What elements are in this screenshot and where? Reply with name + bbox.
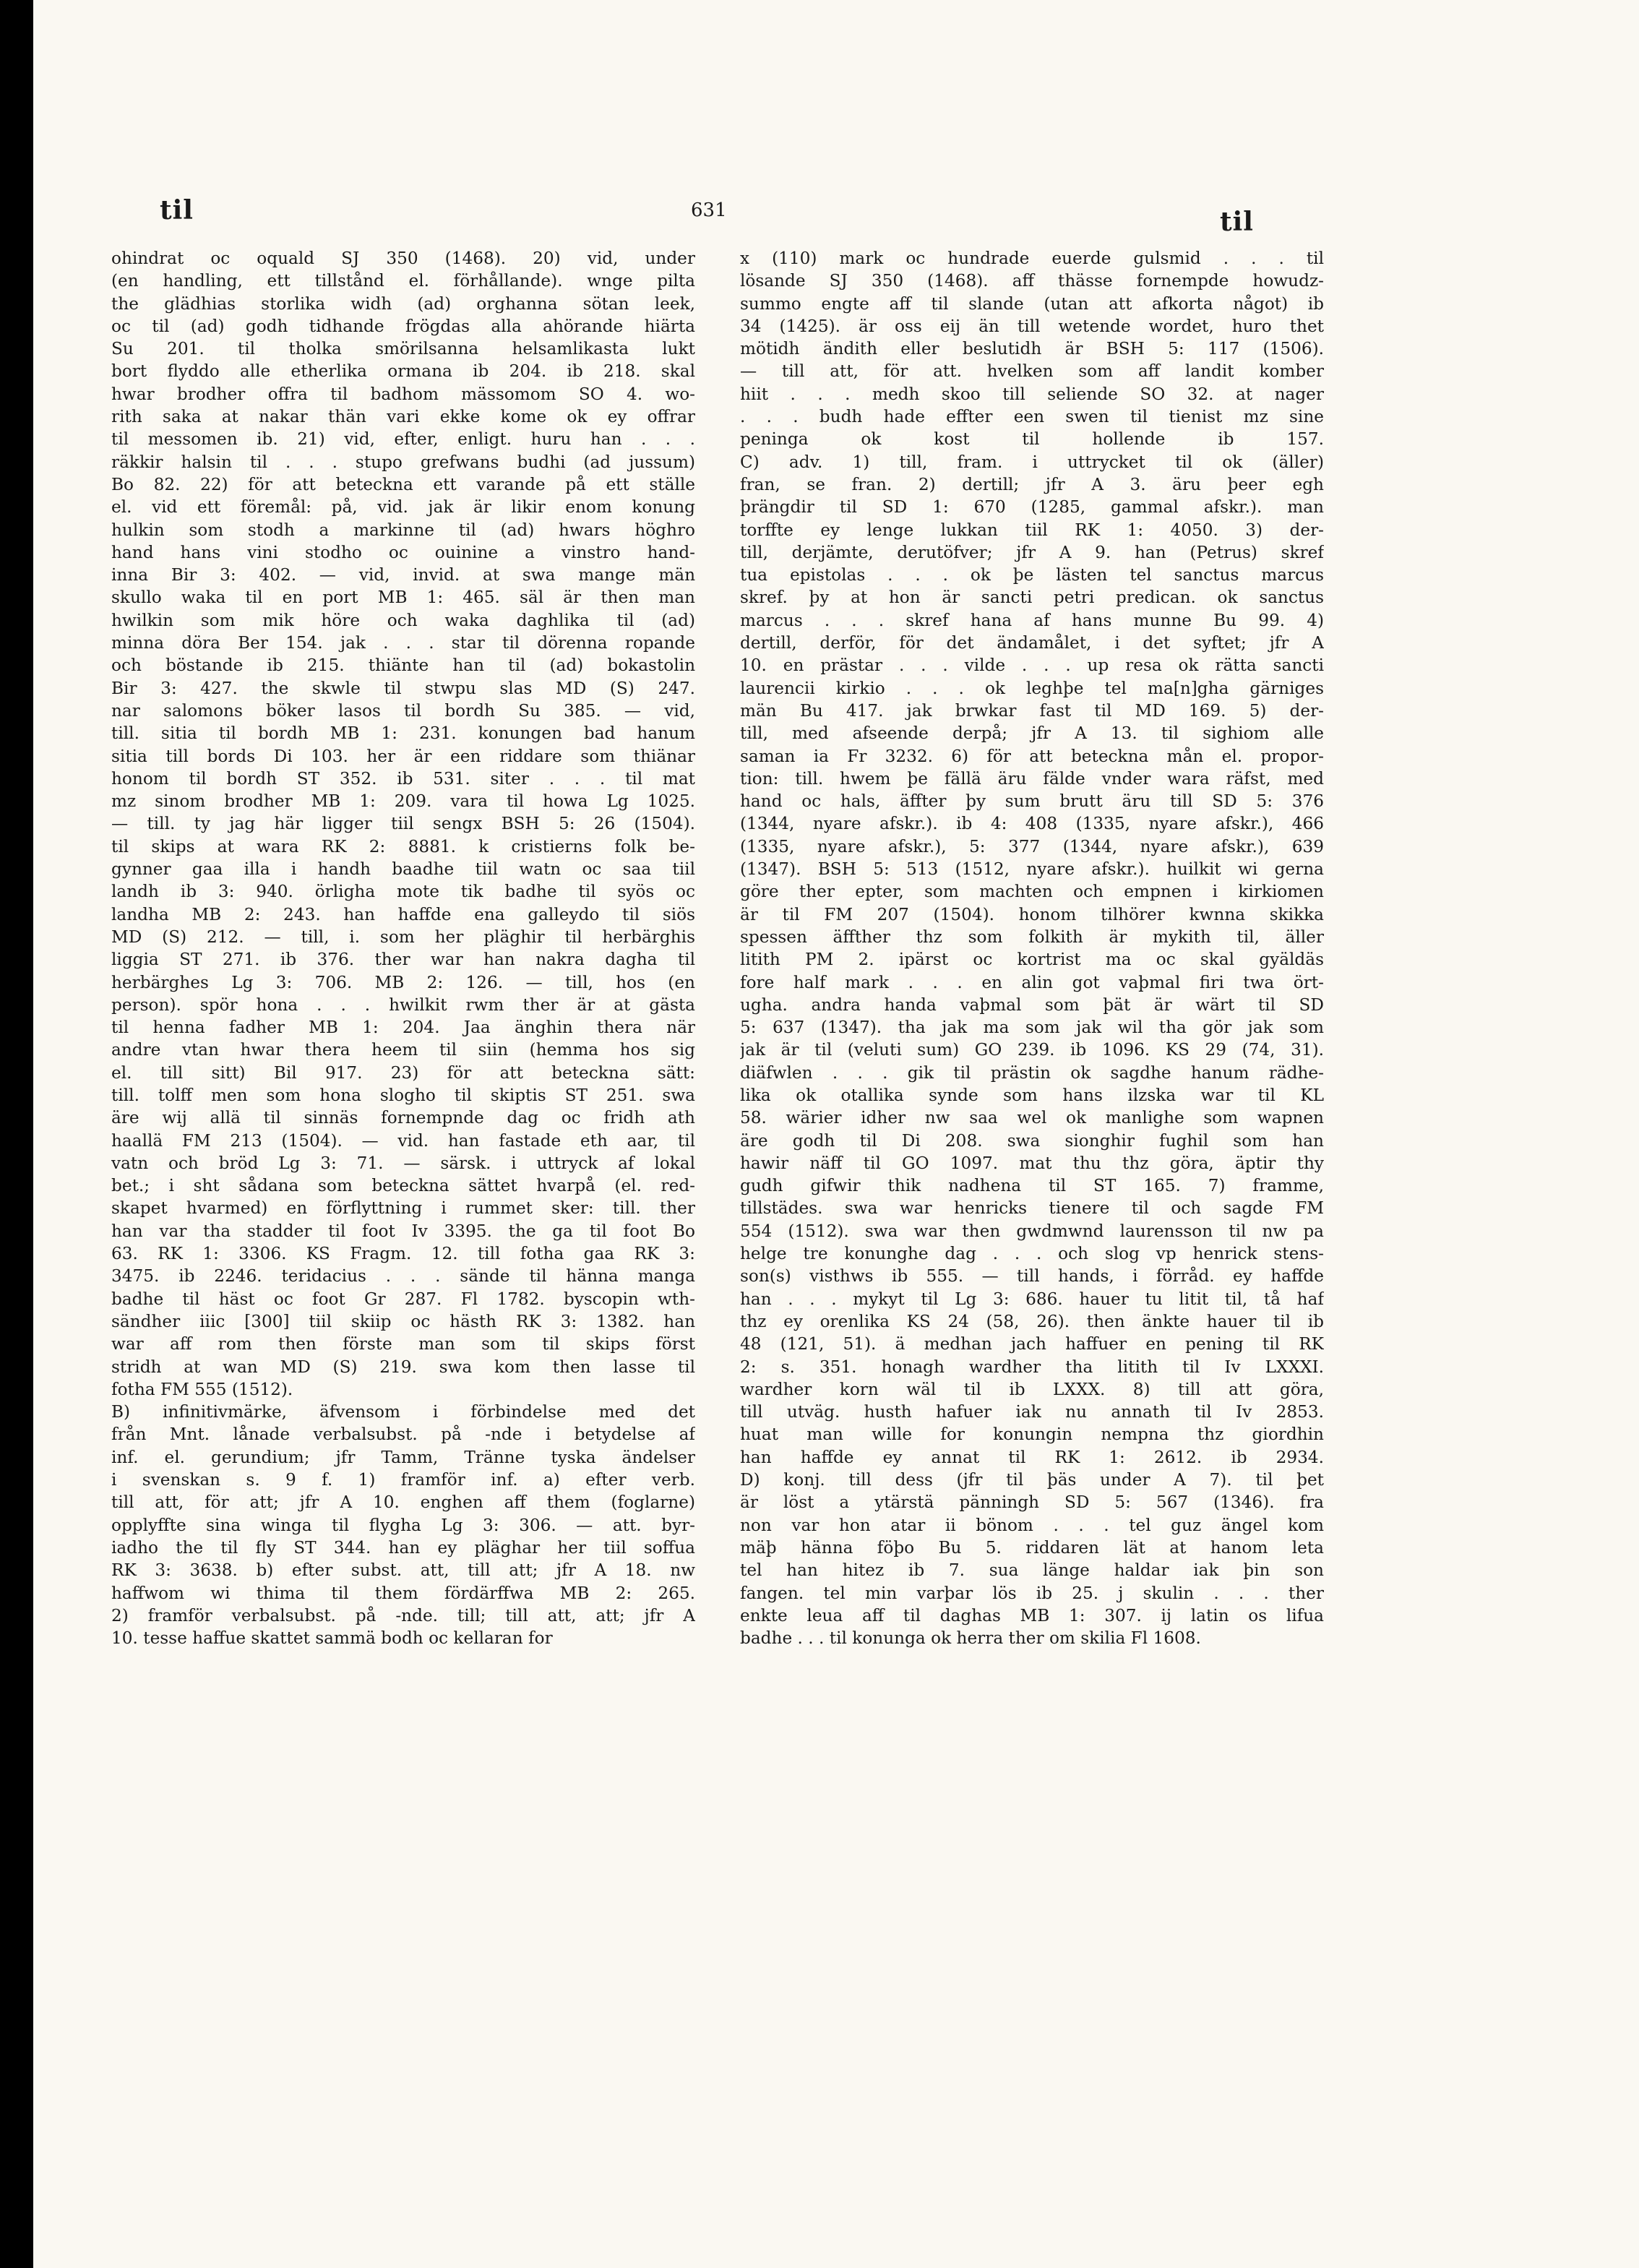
text-line: till. tolff men som hona slogho til skiptis ST 251. swa [111,1085,695,1105]
text-line: mötidh ändith eller beslutidh är BSH 5: 117 (1506). [740,339,1324,359]
text-line: C) adv. 1) till, fram. i uttrycket til ok (äller) [740,452,1324,472]
text-line: the glädhias storlika widh (ad) orghanna sötan leek, [111,293,695,314]
text-line: göre ther epter, som machten och empnen i kirkiomen [740,882,1324,902]
text-line: Bo 82. 22) för att beteckna ett varande på ett ställe [111,474,695,494]
text-line: tillstädes. swa war henricks tienere til och sagde FM [740,1198,1324,1219]
text-line: non var hon atar ii bönom . . . tel guz ängel kom [740,1515,1324,1535]
text-line: war aff rom then förste man som til skips först [111,1334,695,1354]
text-line: jak är til (veluti sum) GO 239. ib 1096. KS 29 (74, 31). [740,1040,1324,1060]
text-line: fran, se fran. 2) dertill; jfr A 3. äru þeer egh [740,474,1324,494]
text-line: 48 (121, 51). ä medhan jach haffuer en pening til RK [740,1334,1324,1354]
text-line: (en handling, ett tillstånd el. förhållande). wnge pilta [111,271,695,291]
text-line: ohindrat oc oquald SJ 350 (1468). 20) vid, under [111,249,695,268]
text-line: iadho the til fly ST 344. han ey pläghar her tiil soffua [111,1537,695,1558]
text-line: badhe . . . til konunga ok herra ther om skilia Fl 1608. [740,1628,1201,1649]
text-line: män Bu 417. jak brwkar fast til MD 169. 5) der- [740,700,1324,721]
text-line: tion: till. hwem þe fällä äru fälde vnder wara räfst, med [740,768,1324,789]
text-line: hiit . . . medh skoo till seliende SO 32. at nager [740,384,1324,404]
text-line: 10. tesse haffue skattet sammä bodh oc kellaran for [111,1628,553,1649]
text-line: wardher korn wäl til ib LXXX. 8) till att göra, [740,1379,1324,1399]
text-line: bet.; i sht sådana som beteckna sättet hvarpå (el. red- [111,1176,695,1196]
text-line: torffte ey lenge lukkan tiil RK 1: 4050. 3) der- [740,520,1324,540]
text-line: herbärghes Lg 3: 706. MB 2: 126. — till, hos (en [111,972,695,992]
text-line: el. vid ett föremål: på, vid. jak är likir enom konung [111,497,695,517]
text-line: mäþ hänna föþo Bu 5. riddaren lät at hanom leta [740,1537,1324,1558]
text-line: rith saka at nakar thän vari ekke kome ok ey offrar [111,407,695,427]
text-line: och böstande ib 215. thiänte han til (ad) bokastolin [111,656,695,676]
text-line: landha MB 2: 243. han haffde ena galleydo til siös [111,904,695,924]
text-line: från Mnt. lånade verbalsubst. på -nde i betydelse af [111,1425,695,1445]
left-column [111,247,695,1649]
text-line: summo engte aff til slande (utan att afkorta något) ib [740,293,1324,314]
text-line: opplyffte sina winga til flygha Lg 3: 306. — att. byr- [111,1515,695,1535]
text-line: nar salomons böker lasos til bordh Su 385. — vid, [111,700,695,721]
text-line: 58. wärier idher nw saa wel ok manlighe som wapnen [740,1108,1324,1128]
text-line: inf. el. gerundium; jfr Tamm, Tränne tyska ändelser [111,1447,695,1467]
text-line: till utväg. husth hafuer iak nu annath til Iv 2853. [740,1402,1324,1422]
text-line: landh ib 3: 940. örligha mote tik badhe til syös oc [111,882,695,902]
text-line: person). spör hona . . . hwilkit rwm ther är at gästa [111,995,695,1015]
text-line: 2: s. 351. honagh wardher tha litith til Iv LXXXI. [740,1357,1324,1377]
text-line: lika ok otallika synde som hans ilzska war til KL [740,1085,1324,1105]
text-line: laurencii kirkio . . . ok leghþe tel ma[n]gha gärniges [740,678,1324,698]
text-line: bort flyddo alle etherlika ormana ib 204. ib 218. skal [111,361,695,382]
text-line: hulkin som stodh a markinne til (ad) hwars höghro [111,520,695,540]
text-line: skapet hvarmed) en förflyttning i rummet sker: till. ther [111,1198,695,1219]
text-line: peninga ok kost til hollende ib 157. [740,429,1324,450]
text-line: haallä FM 213 (1504). — vid. han fastade eth aar, til [111,1130,695,1151]
text-line: diäfwlen . . . gik til prästin ok sagdhe hanum rädhe- [740,1062,1324,1083]
dictionary-page [33,0,1639,2268]
text-line: till. sitia til bordh MB 1: 231. konungen bad hanum [111,723,695,744]
text-line: honom til bordh ST 352. ib 531. siter . . . til mat [111,768,695,789]
text-line: Bir 3: 427. the skwle til stwpu slas MD (S) 247. [111,678,695,698]
text-line: hwilkin som mik höre och waka daghlika til (ad) [111,610,695,630]
text-line: inna Bir 3: 402. — vid, invid. at swa mange män [111,565,695,585]
text-line: D) konj. till dess (jfr til þäs under A 7). til þet [740,1470,1324,1490]
text-line: liggia ST 271. ib 376. ther war han nakra dagha til [111,950,695,970]
text-line: i svenskan s. 9 f. 1) framför inf. a) efter verb. [111,1470,695,1490]
text-line: fotha FM 555 (1512). [111,1379,293,1399]
text-line: sändher iiic [300] tiil skiip oc hästh RK 3: 1382. han [111,1311,695,1331]
text-line: RK 3: 3638. b) efter subst. att, till att; jfr A 18. nw [111,1560,695,1581]
text-line: vatn och bröd Lg 3: 71. — särsk. i uttryck af lokal [111,1153,695,1173]
text-line: räkkir halsin til . . . stupo grefwans budhi (ad jussum) [111,452,695,472]
text-line: (1344, nyare afskr.). ib 4: 408 (1335, nyare afskr.), 466 [740,814,1324,834]
text-line: thz ey orenlika KS 24 (58, 26). then änkte hauer til ib [740,1311,1324,1331]
text-line: 554 (1512). swa war then gwdmwnd laurensson til nw pa [740,1221,1324,1241]
text-line: 2) framför verbalsubst. på -nde. till; till att, att; jfr A [111,1605,695,1625]
text-line: ugha. andra handa vaþmal som þät är wärt til SD [740,995,1324,1015]
text-line: han var tha stadder til foot Iv 3395. the ga til foot Bo [111,1221,695,1241]
text-line: þrängdir til SD 1: 670 (1285, gammal afskr.). man [740,497,1324,517]
text-line: tel han hitez ib 7. sua länge haldar iak þin son [740,1560,1324,1581]
page-number: 631 [691,199,727,221]
text-line: — till att, för att. hvelken som aff landit komber [740,361,1324,382]
text-line: fore half mark . . . en alin got vaþmal firi twa ört- [740,972,1324,992]
text-line: . . . budh hade effter een swen til tienist mz sine [740,407,1324,427]
text-line: fangen. tel min varþar lös ib 25. j skulin . . . ther [740,1583,1324,1603]
text-line: är löst a ytärstä pänningh SD 5: 567 (1346). fra [740,1492,1324,1513]
text-line: Su 201. til tholka smörilsanna helsamlikasta lukt [111,339,695,359]
text-line: til skips at wara RK 2: 8881. k cristierns folk be- [111,836,695,856]
text-line: son(s) visthws ib 555. — till hands, i förråd. ey haffde [740,1266,1324,1287]
text-line: hawir näff til GO 1097. mat thu thz göra, äptir thy [740,1153,1324,1173]
text-line: MD (S) 212. — till, i. som her pläghir til herbärghis [111,927,695,947]
text-line: enkte leua aff til daghas MB 1: 307. ij latin os lifua [740,1605,1324,1625]
text-line: till, med afseende derpå; jfr A 13. til sighiom alle [740,723,1324,744]
text-line: helge tre konunghe dag . . . och slog vp henrick stens- [740,1244,1324,1264]
text-line: hand hans vini stodho oc ouinine a vinstro hand- [111,542,695,562]
text-line: marcus . . . skref hana af hans munne Bu 99. 4) [740,610,1324,630]
text-line: saman ia Fr 3232. 6) för att beteckna mån el. propor- [740,746,1324,766]
text-line: til messomen ib. 21) vid, efter, enligt. huru han . . . [111,429,695,450]
text-line: spessen äffther thz som folkith är mykith til, äller [740,927,1324,947]
text-line: 5: 637 (1347). tha jak ma som jak wil tha gör jak som [740,1018,1324,1038]
text-line: skullo waka til en port MB 1: 465. säl är then man [111,588,695,608]
text-line: andre vtan hwar thera heem til siin (hemma hos sig [111,1040,695,1060]
text-line: gudh gifwir thik nadhena til ST 165. 7) framme, [740,1176,1324,1196]
text-line: badhe til häst oc foot Gr 287. Fl 1782. byscopin wth- [111,1289,695,1309]
text-line: äre wij allä til sinnäs fornempnde dag oc fridh ath [111,1108,695,1128]
right-column [740,247,1324,1649]
text-line: stridh at wan MD (S) 219. swa kom then lasse til [111,1357,695,1377]
text-line: til henna fadher MB 1: 204. Jaa änghin thera när [111,1018,695,1038]
text-line: oc til (ad) godh tidhande frögdas alla ahörande hiärta [111,316,695,336]
text-line: lösande SJ 350 (1468). aff thässe fornempde howudz- [740,271,1324,291]
text-line: hand oc hals, äffter þy sum brutt äru till SD 5: 376 [740,791,1324,812]
text-line: äre godh til Di 208. swa sionghir fughil som han [740,1130,1324,1151]
text-line: el. till sitt) Bil 917. 23) för att beteckna sätt: [111,1062,695,1083]
guide-word-right: til [1220,207,1254,237]
text-line: (1335, nyare afskr.), 5: 377 (1344, nyare afskr.), 639 [740,836,1324,856]
text-line: (1347). BSH 5: 513 (1512, nyare afskr.). huilkit wi gerna [740,859,1324,880]
text-line: sitia till bords Di 103. her är een riddare som thiänar [111,746,695,766]
text-line: han haffde ey annat til RK 1: 2612. ib 2934. [740,1447,1324,1467]
text-line: huat man wille for konungin nempna thz giordhin [740,1425,1324,1445]
text-line: 3475. ib 2246. teridacius . . . sände til hänna manga [111,1266,695,1287]
text-line: är til FM 207 (1504). honom tilhörer kwnna skikka [740,904,1324,924]
text-line: dertill, derför, för det ändamålet, i det syftet; jfr A [740,633,1324,653]
text-line: B) infinitivmärke, äfvensom i förbindelse med det [111,1402,695,1422]
text-line: till, derjämte, derutöfver; jfr A 9. han (Petrus) skref [740,542,1324,562]
text-line: gynner gaa illa i handh baadhe tiil watn oc saa tiil [111,859,695,880]
text-line: tua epistolas . . . ok þe lästen tel sanctus marcus [740,565,1324,585]
guide-word-left: til [160,195,194,225]
text-line: litith PM 2. ipärst oc kortrist ma oc skal gyäldäs [740,950,1324,970]
text-line: — till. ty jag här ligger tiil sengx BSH 5: 26 (1504). [111,814,695,834]
text-line: han . . . mykyt til Lg 3: 686. hauer tu litit til, tå haf [740,1289,1324,1309]
text-line: haffwom wi thima til them fördärffwa MB 2: 265. [111,1583,695,1603]
text-line: 63. RK 1: 3306. KS Fragm. 12. till fotha gaa RK 3: [111,1244,695,1264]
text-line: 10. en prästar . . . vilde . . . up resa ok rätta sancti [740,656,1324,676]
text-line: hwar brodher offra til badhom mässomom SO 4. wo- [111,384,695,404]
text-line: minna döra Ber 154. jak . . . star til dörenna ropande [111,633,695,653]
text-line: till att, för att; jfr A 10. enghen aff them (foglarne) [111,1492,695,1513]
text-line: x (110) mark oc hundrade euerde gulsmid . . . til [740,249,1324,268]
text-line: skref. þy at hon är sancti petri predican. ok sanctus [740,588,1324,608]
text-line: 34 (1425). är oss eij än till wetende wordet, huro thet [740,316,1324,336]
text-line: mz sinom brodher MB 1: 209. vara til howa Lg 1025. [111,791,695,812]
